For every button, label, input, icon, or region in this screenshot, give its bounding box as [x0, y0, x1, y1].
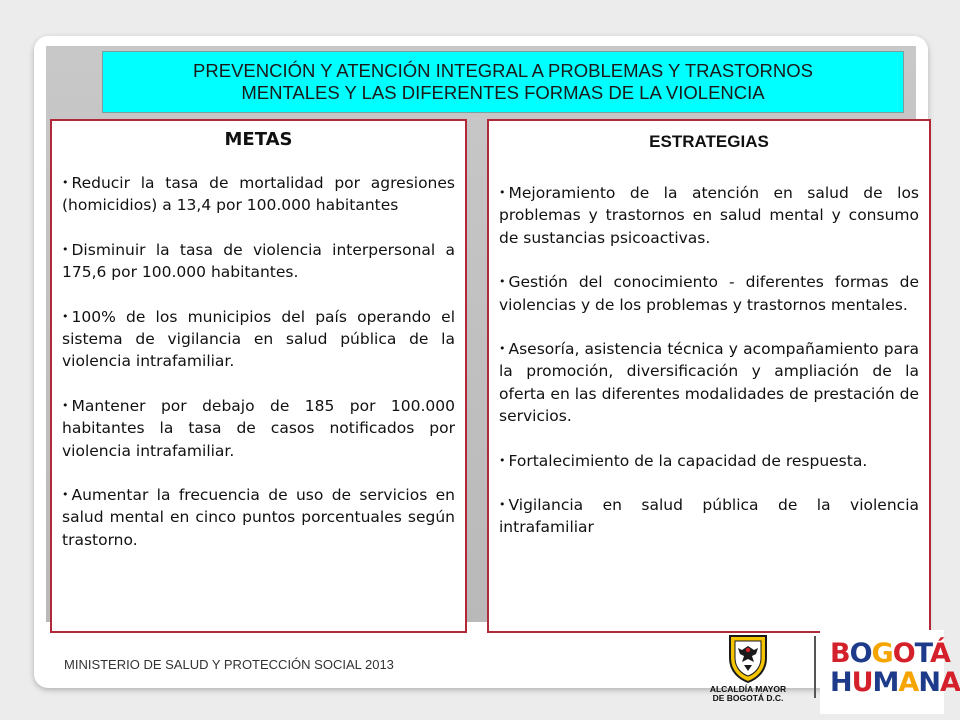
bullet-icon: • [499, 342, 506, 356]
title-banner [102, 51, 904, 113]
list-item [499, 450, 919, 472]
bogota-humana-logo [820, 630, 960, 714]
list-item-text: Vigilancia en salud pública de la violencia intrafamiliar [499, 496, 919, 537]
logo-divider [814, 636, 816, 698]
estrategias-box [487, 119, 931, 633]
metas-list [62, 172, 455, 551]
list-item-text: Mejoramiento de la atención en salud de los problemas y trastornos en salud mental y consumo de sustancias psicoactivas. [499, 184, 919, 247]
bullet-icon: • [62, 242, 69, 256]
bullet-icon: • [62, 488, 69, 502]
logo-line-bogota: BOGOTÁ [830, 638, 950, 669]
list-item-text: Mantener por debajo de 185 por 100.000 habitantes la tasa de casos notificados por violencia intrafamiliar. [62, 396, 455, 460]
list-item [62, 484, 455, 551]
list-item [62, 395, 455, 462]
list-item-text: Fortalecimiento de la capacidad de respuesta. [508, 451, 868, 470]
bullet-icon: • [499, 275, 506, 289]
bullet-icon: • [499, 498, 506, 512]
slide-title: PREVENCIÓN Y ATENCIÓN INTEGRAL A PROBLEMAS Y TRASTORNOS MENTALES Y LAS DIFERENTES FORMAS DE LA VIOLENCIA [193, 60, 813, 103]
list-item-text: Asesoría, asistencia técnica y acompañamiento para la promoción, diversificación y ampliación de la oferta en las diferentes modalidades de prestación de servicios. [499, 340, 919, 426]
alcaldia-caption: ALCALDÍA MAYOR DE BOGOTÁ D.C. [709, 684, 787, 703]
alcaldia-logo [700, 632, 796, 712]
list-item-text: 100% de los municipios del país operando el sistema de vigilancia en salud pública de la violencia intrafamiliar. [62, 307, 455, 371]
logo-line-humana: HUMANA [830, 667, 960, 698]
list-item-text: Aumentar la frecuencia de uso de servicios en salud mental en cinco puntos porcentuales según trastorno. [62, 486, 455, 549]
metas-box [50, 119, 467, 633]
list-item [499, 494, 919, 539]
list-item [499, 182, 919, 249]
list-item-text: Disminuir la tasa de violencia interpersonal a 175,6 por 100.000 habitantes. [62, 240, 455, 282]
list-item-text: Gestión del conocimiento - diferentes formas de violencias y de los problemas y trastornos mentales. [499, 273, 919, 314]
estrategias-heading: ESTRATEGIAS [649, 132, 769, 151]
list-item [499, 271, 919, 316]
metas-heading: METAS [224, 129, 293, 150]
footer-credit: MINISTERIO DE SALUD Y PROTECCIÓN SOCIAL 2013 [64, 657, 394, 672]
bullet-icon: • [62, 309, 69, 323]
bullet-icon: • [62, 398, 69, 412]
list-item [62, 306, 455, 373]
bullet-icon: • [499, 453, 506, 467]
coat-of-arms-icon [726, 632, 770, 684]
list-item [62, 172, 455, 217]
list-item [499, 338, 919, 428]
list-item-text: Reducir la tasa de mortalidad por agresiones (homicidios) a 13,4 por 100.000 habitantes [62, 174, 455, 215]
bullet-icon: • [499, 186, 506, 199]
list-item [62, 239, 455, 284]
estrategias-list [499, 182, 919, 539]
bullet-icon: • [62, 176, 69, 189]
